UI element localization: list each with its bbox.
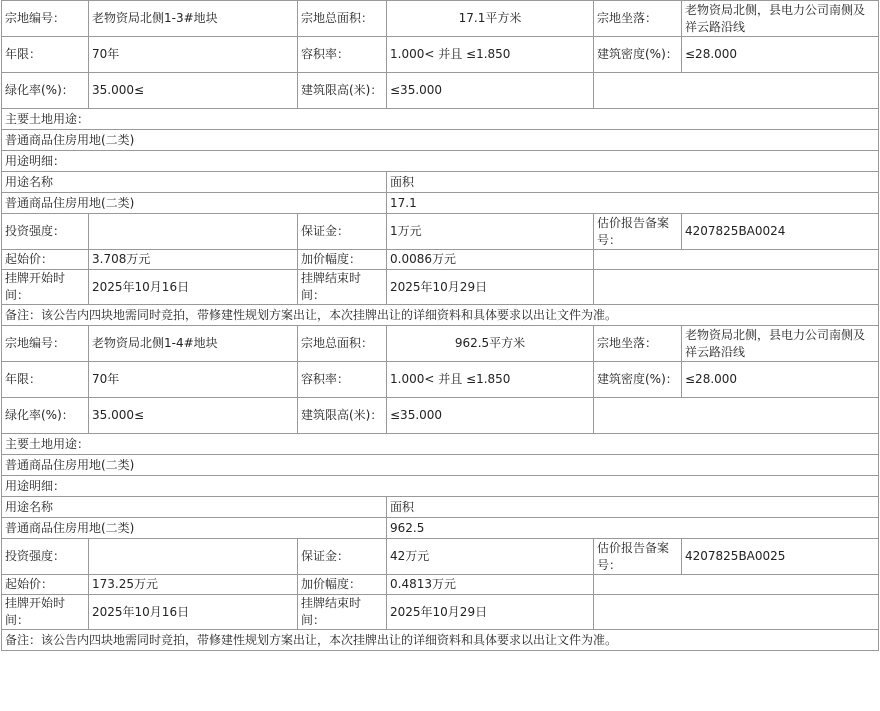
location-value: 老物资局北侧，县电力公司南侧及祥云路沿线 bbox=[682, 326, 879, 362]
increment-value: 0.0086万元 bbox=[387, 250, 594, 270]
total-area-value: 962.5平方米 bbox=[387, 326, 594, 362]
density-label: 建筑密度(%)： bbox=[594, 362, 682, 398]
table-row bbox=[2, 575, 879, 595]
remark-cell bbox=[2, 630, 879, 651]
total-area-label: 宗地总面积： bbox=[298, 1, 387, 37]
remark-label: 备注： bbox=[5, 307, 42, 322]
table-row bbox=[2, 539, 879, 575]
use-area-header: 面积 bbox=[387, 172, 879, 193]
table-row bbox=[2, 172, 879, 193]
start-price-label: 起始价： bbox=[2, 575, 89, 595]
term-value: 70年 bbox=[89, 37, 298, 73]
remark-label: 备注： bbox=[5, 632, 42, 647]
empty-cell bbox=[594, 250, 879, 270]
use-detail-label: 用途明细： bbox=[2, 151, 879, 172]
table-row bbox=[2, 518, 879, 539]
location-label: 宗地坐落： bbox=[594, 326, 682, 362]
report-label: 估价报告备案号： bbox=[594, 539, 682, 575]
empty-cell bbox=[594, 575, 879, 595]
green-value: 35.000≤ bbox=[89, 73, 298, 109]
table-row bbox=[2, 109, 879, 130]
density-value: ≤28.000 bbox=[682, 362, 879, 398]
start-price-label: 起始价： bbox=[2, 250, 89, 270]
deposit-label: 保证金： bbox=[298, 539, 387, 575]
green-label: 绿化率(%)： bbox=[2, 73, 89, 109]
location-label: 宗地坐落： bbox=[594, 1, 682, 37]
remark-text: 该公告内四块地需同时竞拍，带修建性规划方案出让，本次挂牌出让的详细资料和具体要求以出让文件为准。 bbox=[41, 307, 618, 322]
table-row bbox=[2, 497, 879, 518]
use-area-value: 17.1 bbox=[387, 193, 879, 214]
report-value: 4207825BA0024 bbox=[682, 214, 879, 250]
term-value: 70年 bbox=[89, 362, 298, 398]
main-use-label: 主要土地用途： bbox=[2, 434, 879, 455]
use-detail-label: 用途明细： bbox=[2, 476, 879, 497]
height-label: 建筑限高(米)： bbox=[298, 73, 387, 109]
term-label: 年限： bbox=[2, 37, 89, 73]
table-row bbox=[2, 1, 879, 37]
increment-label: 加价幅度： bbox=[298, 250, 387, 270]
table-row bbox=[2, 130, 879, 151]
deposit-value: 42万元 bbox=[387, 539, 594, 575]
remark-cell bbox=[2, 305, 879, 326]
deposit-label: 保证金： bbox=[298, 214, 387, 250]
list-start-label: 挂牌开始时间： bbox=[2, 270, 89, 305]
invest-label: 投资强度： bbox=[2, 214, 89, 250]
density-value: ≤28.000 bbox=[682, 37, 879, 73]
table-row bbox=[2, 434, 879, 455]
invest-value bbox=[89, 539, 298, 575]
main-use-label: 主要土地用途： bbox=[2, 109, 879, 130]
green-value: 35.000≤ bbox=[89, 398, 298, 434]
use-name-value: 普通商品住房用地(二类) bbox=[2, 518, 387, 539]
table-row bbox=[2, 630, 879, 651]
far-value: 1.000< 并且 ≤1.850 bbox=[387, 37, 594, 73]
table-row bbox=[2, 305, 879, 326]
parcel-no-value: 老物资局北侧1-3#地块 bbox=[89, 1, 298, 37]
empty-cell bbox=[594, 398, 879, 434]
table-row bbox=[2, 151, 879, 172]
far-value: 1.000< 并且 ≤1.850 bbox=[387, 362, 594, 398]
report-label: 估价报告备案号： bbox=[594, 214, 682, 250]
main-use-value: 普通商品住房用地(二类) bbox=[2, 455, 879, 476]
start-price-value: 3.708万元 bbox=[89, 250, 298, 270]
report-value: 4207825BA0025 bbox=[682, 539, 879, 575]
invest-label: 投资强度： bbox=[2, 539, 89, 575]
far-label: 容积率： bbox=[298, 362, 387, 398]
list-end-label: 挂牌结束时间： bbox=[298, 270, 387, 305]
total-area-label: 宗地总面积： bbox=[298, 326, 387, 362]
parcel-no-value: 老物资局北侧1-4#地块 bbox=[89, 326, 298, 362]
green-label: 绿化率(%)： bbox=[2, 398, 89, 434]
height-value: ≤35.000 bbox=[387, 73, 594, 109]
parcel-no-label: 宗地编号： bbox=[2, 326, 89, 362]
increment-label: 加价幅度： bbox=[298, 575, 387, 595]
list-start-value: 2025年10月16日 bbox=[89, 270, 298, 305]
main-use-value: 普通商品住房用地(二类) bbox=[2, 130, 879, 151]
list-end-value: 2025年10月29日 bbox=[387, 595, 594, 630]
table-row bbox=[2, 270, 879, 305]
parcel-no-label: 宗地编号： bbox=[2, 1, 89, 37]
table-row bbox=[2, 398, 879, 434]
total-area-value: 17.1平方米 bbox=[387, 1, 594, 37]
empty-cell bbox=[594, 73, 879, 109]
table-row bbox=[2, 455, 879, 476]
table-row bbox=[2, 476, 879, 497]
remark-text: 该公告内四块地需同时竞拍，带修建性规划方案出让，本次挂牌出让的详细资料和具体要求以出让文件为准。 bbox=[41, 632, 618, 647]
height-value: ≤35.000 bbox=[387, 398, 594, 434]
empty-cell bbox=[594, 595, 879, 630]
empty-cell bbox=[594, 270, 879, 305]
list-start-label: 挂牌开始时间： bbox=[2, 595, 89, 630]
use-name-header: 用途名称 bbox=[2, 497, 387, 518]
increment-value: 0.4813万元 bbox=[387, 575, 594, 595]
table-row bbox=[2, 193, 879, 214]
table-row bbox=[2, 595, 879, 630]
location-value: 老物资局北侧，县电力公司南侧及祥云路沿线 bbox=[682, 1, 879, 37]
use-name-value: 普通商品住房用地(二类) bbox=[2, 193, 387, 214]
use-name-header: 用途名称 bbox=[2, 172, 387, 193]
table-row bbox=[2, 73, 879, 109]
term-label: 年限： bbox=[2, 362, 89, 398]
table-row bbox=[2, 250, 879, 270]
start-price-value: 173.25万元 bbox=[89, 575, 298, 595]
density-label: 建筑密度(%)： bbox=[594, 37, 682, 73]
deposit-value: 1万元 bbox=[387, 214, 594, 250]
table-row bbox=[2, 37, 879, 73]
list-end-label: 挂牌结束时间： bbox=[298, 595, 387, 630]
list-start-value: 2025年10月16日 bbox=[89, 595, 298, 630]
height-label: 建筑限高(米)： bbox=[298, 398, 387, 434]
invest-value bbox=[89, 214, 298, 250]
table-row bbox=[2, 326, 879, 362]
use-area-value: 962.5 bbox=[387, 518, 879, 539]
table-row bbox=[2, 362, 879, 398]
list-end-value: 2025年10月29日 bbox=[387, 270, 594, 305]
far-label: 容积率： bbox=[298, 37, 387, 73]
table-row bbox=[2, 214, 879, 250]
parcel-table bbox=[1, 0, 879, 651]
use-area-header: 面积 bbox=[387, 497, 879, 518]
